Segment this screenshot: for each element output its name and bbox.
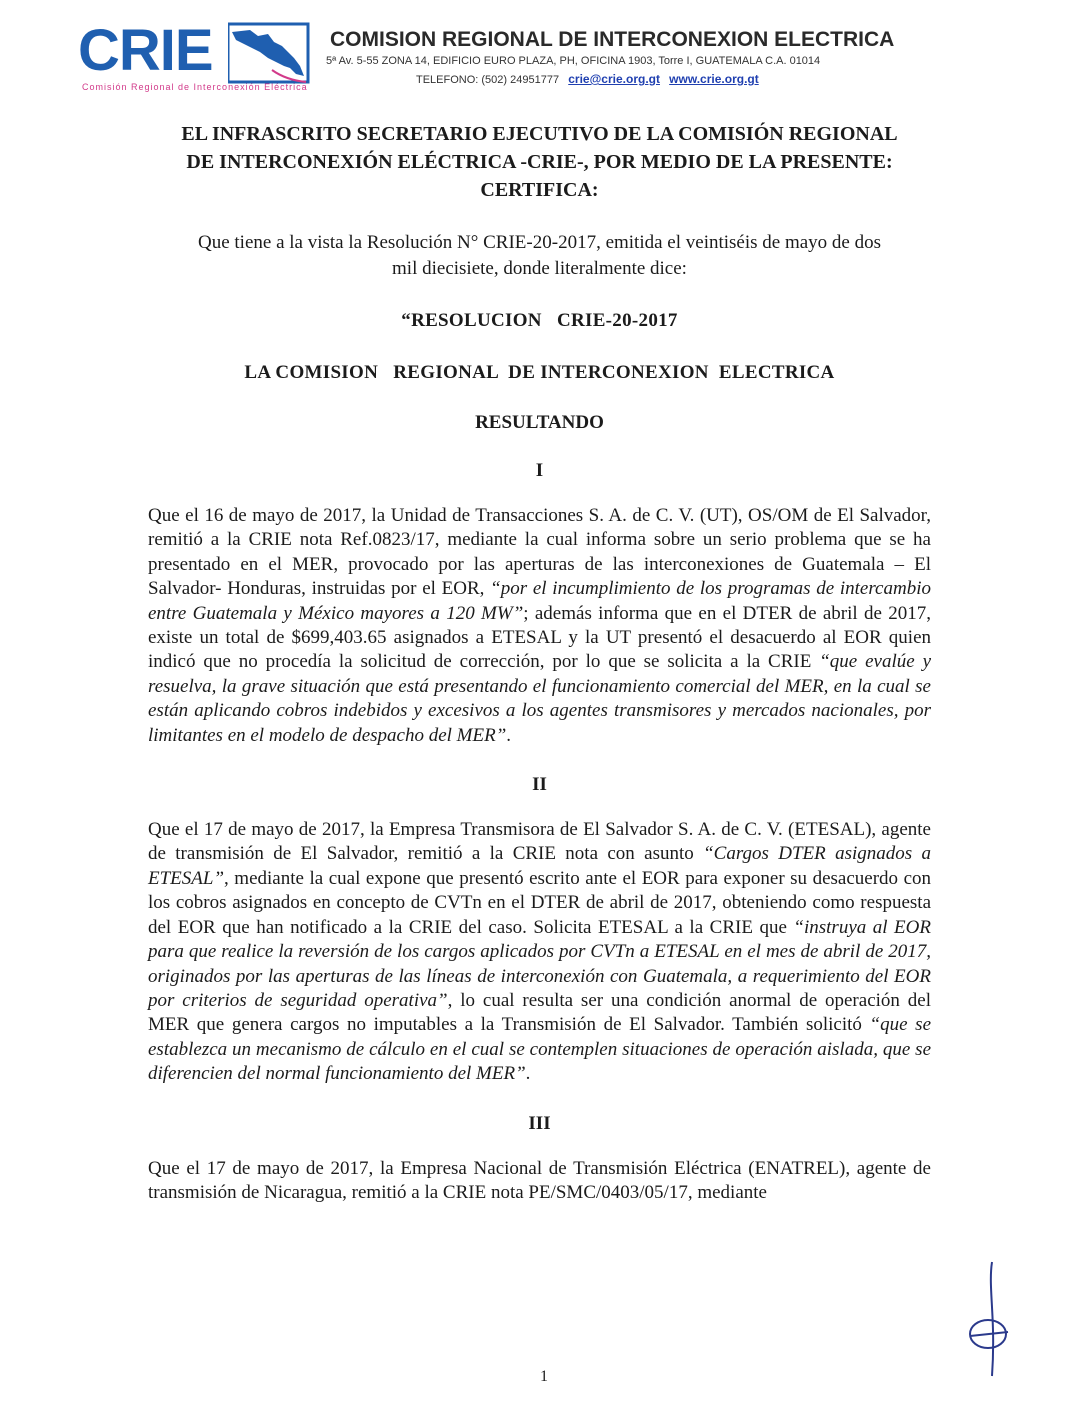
paragraph-1-text-a: Que el 16 de mayo de 2017, la Unidad de Transacciones S. A. de C. V. (UT), OS/OM de El Salvador, remitió a la CRIE nota Ref.0823/17, mediante la cual informa sobre un serio problema que se ha presentado en el MER, provocado por las aperturas de las interconexiones de Guatemala – El Salvador- Honduras, instruidas por el EOR, [148,505,931,600]
paragraph-2-quote-3: “que se establezca un mecanismo de cálculo en el cual se contemplen situaciones de operación aislada, que se diferencien del normal funcionamiento del MER” [148,1014,931,1085]
paragraph-2-text-c: , lo cual resulta ser una condición anormal de operación del MER que genera cargos no imputables a la Transmisión de El Salvador. También solicitó [148,989,931,1036]
paragraph-1-quote-1: “por el incumplimiento de los programas de intercambio entre Guatemala y México mayores a 120 MW” [148,578,931,624]
logo-wordmark: CRIE [78,18,213,83]
logo-subtitle: Comisión Regional de Interconexión Eléctrica [82,82,308,92]
email-link[interactable]: crie@crie.org.gt [568,72,660,86]
section-heading: RESULTANDO [475,412,604,433]
cert-title-line-1: EL INFRASCRITO SECRETARIO EJECUTIVO DE LA COMISIÓN REGIONAL [181,123,898,145]
page-number: 1 [540,1368,548,1385]
handwritten-initial-signature [958,1258,1022,1382]
numeral-heading-2: II [532,774,547,796]
paragraph-2-quote-2: “instruya al EOR para que realice la reversión de los cargos aplicados por CVTn a ETESAL en el mes de abril de 2017, originados por las aperturas de las líneas de interconexión con Guatemala, a requerimiento del EOR por criterios de seguridad operativa” [148,916,931,1011]
commission-heading: LA COMISION REGIONAL DE INTERCONEXION ELECTRICA [244,362,835,383]
numeral-heading-1: I [535,460,544,481]
paragraph-1-text-b: ; además informa que en el DTER de abril de 2017, existe un total de $699,403.65 asignados a ETESAL y la UT presentó el desacuerdo al EOR quien indicó que no procedía la solicitud de corrección, por lo que se solicita a la CRIE [148,602,932,673]
cert-title-line-2: DE INTERCONEXIÓN ELÉCTRICA -CRIE-, POR MEDIO DE LA PRESENTE: [186,151,893,173]
paragraph-3 [148,1157,931,1206]
cert-title-line-3: CERTIFICA: [480,179,599,201]
organization-address: 5ª Av. 5-55 ZONA 14, EDIFICIO EURO PLAZA, PH, OFICINA 1903, Torre I, GUATEMALA C.A. 01014 [326,55,821,67]
paragraph-2-quote-1: “Cargos DTER asignados a ETESAL” [148,843,932,889]
intro-line-1: Que tiene a la vista la Resolución N° CRIE-20-2017, emitida el veintiséis de mayo de dos [198,232,881,253]
paragraph-2-text-a: Que el 17 de mayo de 2017, la Empresa Transmisora de El Salvador S. A. de C. V. (ETESAL), agente de transmisión de El Salvador, remitió a la CRIE nota con asunto [148,819,931,865]
paragraph-2 [148,818,931,1086]
letterhead [0,0,1088,110]
crie-logo [78,20,310,104]
document-body [148,120,931,1205]
paragraph-3-text: Que el 17 de mayo de 2017, la Empresa Nacional de Transmisión Eléctrica (ENATREL), agente de transmisión de Nicaragua, remitió a la CRIE nota PE/SMC/0403/05/17, mediante [148,1157,931,1203]
website-link[interactable]: www.crie.org.gt [669,72,759,86]
paragraph-1-text-c: . [506,724,512,746]
intro-paragraph [148,230,931,282]
central-america-map-icon [228,22,310,86]
certification-heading [148,120,931,204]
organization-contact [416,72,759,86]
resolution-title: “RESOLUCION CRIE-20-2017 [401,310,678,331]
intro-line-2: mil diecisiete, donde literalmente dice: [392,258,687,279]
paragraph-1 [148,504,931,748]
paragraph-2-text-d: . [525,1063,531,1085]
numeral-heading-3: III [528,1112,551,1134]
organization-name: COMISION REGIONAL DE INTERCONEXION ELECTRICA [330,28,895,51]
phone-number: TELEFONO: (502) 24951777 [416,74,560,86]
paragraph-2-text-b: , mediante la cual expone que presentó escrito ante el EOR para exponer su desacuerdo con los cobros asignados en concepto de CVTn en el DTER de abril de 2017, obteniendo como respuesta del EOR que han notificado a la CRIE del caso. Solicita ETESAL a la CRIE que [148,867,931,938]
paragraph-1-quote-2: “que evalúe y resuelva, la grave situación que está presentando el funcionamiento comercial del MER, en la cual se están aplicando cobros indebidos y excesivos a los agentes transmisores y mercados nacionales, por limitantes en el modelo de despacho del MER” [148,651,932,746]
